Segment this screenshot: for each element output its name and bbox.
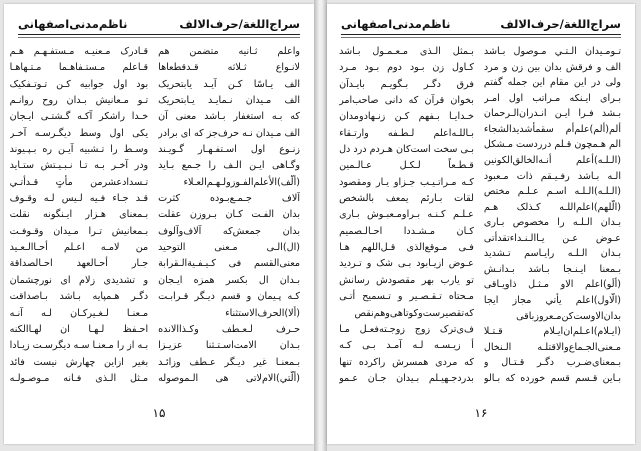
verse-line: مـثل الـذی فـانه مـوصـولـه [9,372,149,384]
verse-line: (الّلهم)اعلم‌اللـه كـذلک هـم [483,201,621,213]
verse-line: الم هـمچون قـلم در‌ردست مـشكل [483,139,621,151]
verse-line: واعلم ثـانيه متضمن هم [158,46,300,57]
verse-line: تو يارب بهر مقصودش رسانش [339,274,474,286]
verse-line: جـار أحـالعهد احـالصداقة [9,258,149,270]
header-rule [18,34,300,35]
verse-line: قـطـعاً لـكـل عـالـمين [339,160,474,172]
verse-line: الف يـاسًا كـن آيـد يابتحريک [158,78,300,90]
verse-line: ودر آخـر بـه تـا نـبـيـتش ستـايد [9,160,149,172]
verse-line: ألم‌(ألم)علم‌أم‌ ‌سقمأ‌شديد‌الشجاء [483,123,621,135]
verse-line: بـدان الـلـه رايـاسم تـشديد [483,248,621,260]
verse-line: (أَلا)‌الحرف‌الاستثناء [225,307,300,319]
verse-line: بدردجـهيـلم بـيدان جـان عـمو [339,372,474,384]
verse-line: مـعنـا لـغـير‌كـان لـه آنـه [9,307,149,319]
page-number: ۱۶ [474,406,488,420]
header-rule-thin [341,37,621,38]
header-title: سراج‌اللغة/حرف‌الالف [500,17,621,31]
verse-line: بـشد فـرا ايـن انـدر‌ان‌الـرحمان [483,108,621,120]
verse-line: (ايـلام)اعـلم‌ان‌ايـلام قـتـلا [483,326,621,338]
verse-line: عـوض ازيـابود بـی شک و تـرديد [339,258,474,270]
header-author: ناظم‌مدنی‌اصفهانی [341,17,451,31]
verse-line: بـدان الامت‌اسـتـثنا عزيـزا [158,340,300,352]
page-header [341,14,621,34]
verse-line: أ زيـسـه لـه آمـد بـی كـه [339,340,474,352]
verse-line: بدان الفـت كـان بـروزن عقلت [158,209,300,221]
header-title: سراج‌اللغة/حرف‌الالف [179,17,300,31]
verse-line: فـی مـوقع‌الذی قـل‌اللهم هـا [339,242,474,254]
verse-line: بخوان قرآن كه دانی صاحب‌امر [339,95,474,107]
verse-line: بـمعانيش تـرا مـيدان وقـوفـت [9,225,149,237]
verse-line: ولی در اين مقام اين جمله گفتم [483,77,621,89]
verse-line: كـاول زن بـود دوم بـود مـرد [339,62,474,74]
verse-line: كـان مـشـددا احـالـصميم [339,225,474,237]
verse-line: مـحتاه تـقـصـير و تـسميح أتـی [339,291,474,303]
verse-line: بـمعنا ايـنـجا بـاشد بـدانـش [483,263,621,275]
verse-line: الف مـیدان نـمايـد يـابتحريک [158,95,300,107]
text-columns [341,44,621,386]
verse-line: كه بـه استغفار بـاشد معنی آن [158,111,300,123]
verse-line: فرق دگـر بـگويـم بايـدآن [339,78,474,90]
verse-line: كـه مـراتـيـب جـزاو يـار ومقصود [339,176,474,188]
verse-line: بغير ازاين چهارش نيست فائد [9,356,149,368]
verse-line: بود اول جوابيه كـن تـوتـفكيک [9,78,149,90]
verse-line: و تشديدی زلام ای نورچشمان [9,274,149,286]
verse-line: تـسداد‌عشر‌من مأتٍ قـدأتـي [9,176,149,188]
verse-line: لانـواع ثـلاثه قـدقطعاها [158,62,300,74]
verse-line: بـاين قـسم قسم خورده كه بـالو [483,372,621,384]
book-gutter [314,0,327,451]
verse-line: (ال)‌الـی مـعنی‌ التوحيد [158,242,300,254]
verse-line: عـوض عـن يـا‌الـنـداء‌تقدأتی [483,232,621,244]
verse-line: ف‌ی‌ترک زوج زوجـته‌فعـل مـا [339,323,474,335]
verse-line: (ألَو)‌اعلم‌ الاو مـثـل ذاويـاقی [483,279,621,291]
verse-line: خـدايـا بـفهم كـن زنـهادومدان [339,111,474,123]
right-page [327,4,635,444]
verse-line: بـه از را مـعنـا سـه ديگرسـت زيـادا [9,340,149,352]
verse-line: قـاعلم مـستـفاهـما مـتـهاهـا [9,62,149,74]
verse-line: خـدا راشكر آكـه گـشتـی ايـجان [9,111,149,123]
verse-line: الـه بـاشد رفـيـقم ذات مـعبود [483,170,621,182]
verse-line: بـمعنـا غير ديـگر عـطف وزائـد [158,356,300,368]
right-column [158,44,300,386]
verse-line: احـفظ لـهـا ان لهـاالكنه [9,323,149,335]
verse-line: آلاف جـمـع‌بـوده كثرت [158,193,300,205]
left-page [4,4,314,444]
right-column [484,44,621,386]
verse-line: كه مردی همسرش راكرده تنها [339,356,474,368]
verse-line: قـد جـاء فـيه لـيس لـه وقـوف [9,193,149,205]
verse-line: من لامـه اعـلم أحـا‌الـعـيد [9,242,149,254]
verse-line: بـمثل الـذی مـعـمـول بـاشد [339,46,474,57]
header-rule [341,34,621,35]
verse-line: يکی اول وسط ديگـرسـه آخـر [9,127,149,139]
verse-line: (الـلـه)الـلـه اسـم عـلـم مختص [483,186,621,198]
verse-line: بدان‌الاوست‌كن‌مـعروز‌باقی [516,310,621,322]
verse-line: الف و فرقش بدان بين زن و مرد [483,61,621,73]
verse-line: بـدان الـلـه را مخصوص بـاری [483,217,621,229]
text-columns [9,44,300,386]
verse-line: وسـط را تـشبيه آيـن ره بـپـيوند [9,144,149,156]
verse-line: دگـر هـمپايه بـاشد بـاصداقت [9,291,149,303]
verse-line: بـاللـه‌اعلم لـطـفه وارتـقاء [339,127,474,139]
verse-line: الف مـیدان نـه حرف‌جز که ای برادر [158,127,300,139]
verse-line: عـلـم كـنـه‌ بـراومـعبـوش بـاری [339,209,474,221]
verse-line: كه‌تقصيرست‌وكو‌تاهی‌وهم‌نقص [354,307,474,319]
verse-line: (الّاول)اعلم‌ يأتي مجاز ايجا [483,295,621,306]
verse-line: (الـلـه)أعلم‌ أنـه‌الخالق‌الكونين [483,154,621,166]
verse-line: (أَلْف)‌الأعلم‌الفـوز‌ولـهـم‌العـلاء [183,176,300,188]
verse-line: بدان جمعش‌كه آلاف‌وآلوف [158,225,300,237]
verse-line: (أَلَّتي)‌الام‌لاتی‌ هی الـموصوله [158,372,300,384]
verse-line: وگـاهی ايـن الـف را جـمع بـايد [158,160,300,172]
header-author: ناظم‌مدنی‌اصفهانی [18,17,128,31]
page-header [18,14,300,34]
verse-line: بـی سخت است‌كان هـردم درد دل [339,144,474,156]
verse-line: حـرف لـعـطف وكـذا‌الانده [158,323,300,335]
verse-line: تـو مـعانيش بـدان روح روانـم [9,95,149,107]
verse-line: معنی‌القسم فی كـيـفـية‌الـقرابة [158,258,300,270]
left-column [339,44,474,386]
verse-line: كـه پـيمان و قسم ديـگر قـرابـت [158,291,300,303]
verse-line: لقات بـارئم يمعف بالشخص [339,193,474,205]
verse-line: بـدان ال بكسر همزه ايـجان [158,274,300,286]
verse-line: قـادرک مـعنيـه مـستفـهـم هـم [9,46,149,57]
left-column [10,44,149,386]
verse-line: زنـوع اول اسـتفـهـار گـويـند [158,144,300,156]
header-rule-thin [18,37,300,38]
verse-line: بـرای ايـنکه مـراتب اول امـر [483,92,621,104]
verse-line: مـعنی‌الجـماع‌والاقتلـه الـنخال [483,341,621,353]
verse-line: بـمعنای‌ضـرب دگـر قـتـال و [483,357,621,369]
page-number: ۱۵ [152,406,166,420]
verse-line: بـمعنای هـزار ايـنگونه نقلت [9,209,149,221]
verse-line: تـومـیدان الـتـي مـوصول بـاشد [483,46,621,57]
